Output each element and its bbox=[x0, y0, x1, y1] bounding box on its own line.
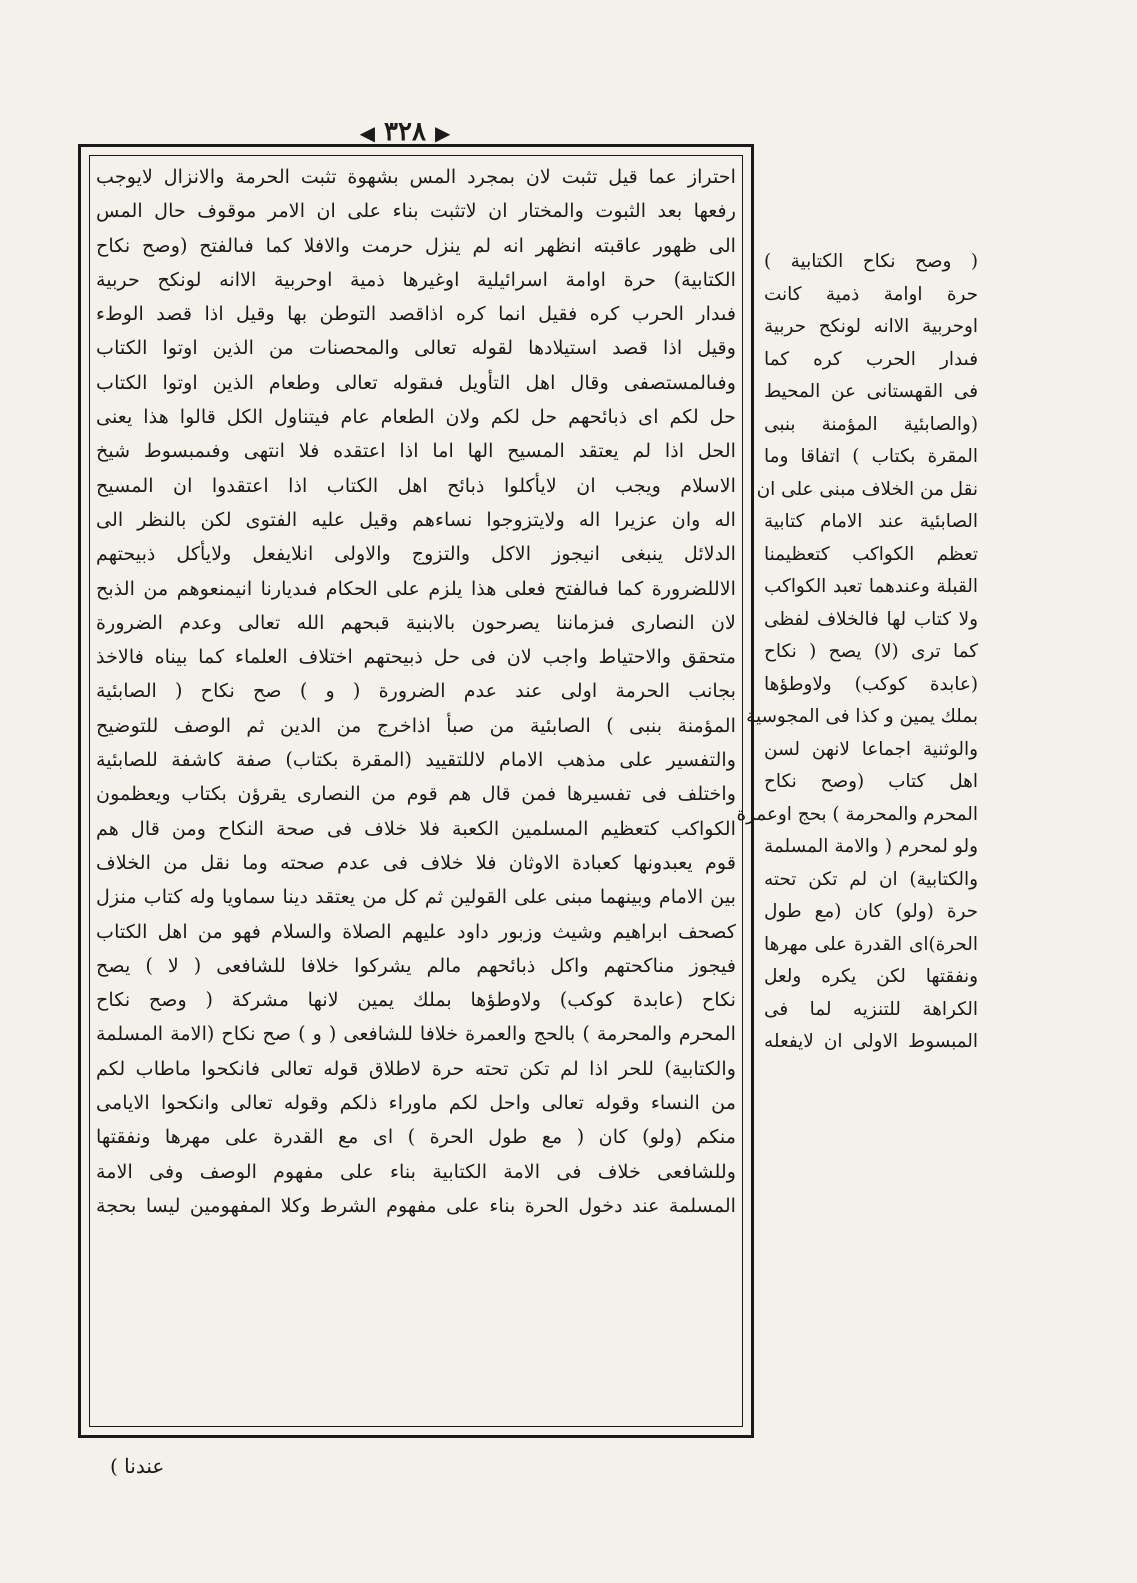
main-line: الاسلام ويجب ان لايأكلوا ذبائح اهل الكتاب اذا اعتقدوا ان المسيح bbox=[96, 473, 736, 497]
ornament-right: ▶ bbox=[435, 121, 451, 145]
main-line: الى ظهور عاقبته انظهر انه لم ينزل حرمت والافلا كما فىالفتح (وصح نكاح bbox=[96, 233, 736, 257]
main-line: احتراز عما قيل تثبت لان بمجرد المس بشهوة تثبت الحرمة والانزال لايوجب bbox=[96, 165, 736, 188]
main-line: كصحف ابراهيم وشيث وزبور داود عليهم الصلاة والسلام فهو من اهل الكتاب bbox=[96, 919, 737, 943]
margin-line: تعظم الكواكب كتعظيمنا bbox=[764, 543, 978, 565]
main-line: فىدار الحرب كره فقيل انما كره اذاقصد التوطن بها وقيل اذا قصد الوطء bbox=[96, 302, 736, 326]
margin-line: فىدار الحرب كره كما bbox=[764, 348, 978, 370]
main-text-column bbox=[96, 160, 736, 1422]
margin-line: ( وصح نكاح الكتابية ) bbox=[764, 251, 978, 272]
main-line: المسلمة عند دخول الحرة بناء على مفهوم الشرط وكلا المفهومين ليسا بحجة bbox=[96, 1193, 736, 1217]
margin-commentary bbox=[736, 246, 978, 1256]
main-line: فيجوز مناكحتهم واكل ذبائحهم مالم يشركوا خلافا للشافعى ( لا ) يصح bbox=[96, 953, 736, 977]
margin-line: الحرة)اى القدرة على مهرها bbox=[764, 933, 978, 955]
main-line: نكاح (عابدة كوكب) ولاوطؤها بملك يمين لانها مشركة ( وصح نكاح bbox=[96, 988, 736, 1012]
margin-line: كما ترى (لا) يصح ( نكاح bbox=[764, 641, 978, 662]
main-line: الكتابية) حرة اوامة اسرائيلية اوغيرها ذمية اوحربية الاانه لونكح حربية bbox=[96, 267, 736, 291]
main-line: لان النصارى فىزماننا يصرحون بالابنية قبحهم الله تعالى وعدم الضرورة bbox=[96, 610, 736, 634]
margin-line: المبسوط الاولى ان لايفعله bbox=[764, 1031, 978, 1052]
main-line: وفىالمستصفى وقال اهل التأويل فىقوله تعالى وطعام الذين اوتوا الكتاب bbox=[96, 370, 736, 394]
main-line: والتفسير على مذهب الامام لاللتقييد (المقرة بكتاب) صفة كاشفة للصابئية bbox=[96, 748, 736, 772]
margin-line: فى القهستانى عن المحيط bbox=[764, 381, 978, 402]
main-line: حل لكم اى ذبائحهم حل لكم ولان الطعام عام فيتناول الكل قالوا هذا يعنى bbox=[96, 405, 736, 429]
main-line: بين الامام وبينهما مبنى على القولين ثم كل من يعتقد دينا سماويا وله كتاب منزل bbox=[96, 885, 736, 909]
margin-line: المحرم والمحرمة ) بحج اوعمرة bbox=[736, 803, 978, 825]
margin-line: المقرة بكتاب ) اتفاقا وما bbox=[764, 446, 978, 467]
margin-line: حرة اوامة ذمية كانت bbox=[764, 283, 978, 305]
margin-line: ولا كتاب لها فالخلاف لفظى bbox=[764, 608, 978, 630]
catchword: عندنا ) bbox=[110, 1454, 165, 1478]
margin-line: ونفقتها لكن يكره ولعل bbox=[764, 966, 978, 987]
main-line: واختلف فى تفسيرها فمن قال هم قوم من النصارى يقرؤن بكتاب ويعظمون bbox=[96, 782, 736, 806]
margin-line: القبلة وعندهما تعبد الكواكب bbox=[764, 576, 978, 597]
main-line: رفعها بعد الثبوت والمختار ان لاتثبت بناء على ان الامر موقوف حال المس bbox=[96, 199, 736, 223]
main-line: المؤمنة بنبى ) الصابئية من صبأ اذاخرج من الدين ثم الوصف للتوضيح bbox=[96, 713, 736, 737]
margin-line: نقل من الخلاف مبنى على ان bbox=[756, 478, 978, 500]
main-line: وللشافعى خلاف فى الامة الكتابية بناء على مفهوم الوصف وفى الامة bbox=[96, 1159, 736, 1183]
margin-line: والوثنية اجماعا لانهن لسن bbox=[764, 738, 978, 760]
margin-line: ولو لمحرم ( والامة المسلمة bbox=[764, 836, 978, 857]
margin-line: والكتابية) ان لم تكن تحته bbox=[764, 868, 978, 890]
main-line: الدلائل ينبغى انيجوز الاكل والتزوج والاولى انلايفعل ولايأكل ذبيحتهم bbox=[96, 542, 736, 566]
main-line: متحقق والاحتياط واجب لان فى حل ذبيحتهم اختلاف العلماء كما بيناه فالاخذ bbox=[96, 645, 736, 669]
main-line: اله وان عزيرا اله ولايتزوجوا نساءهم وقيل عليه الفتوى لكن بالنظر الى bbox=[96, 507, 736, 531]
margin-line: الصابئية عند الامام كتابية bbox=[764, 511, 978, 532]
main-line: منكم (ولو) كان ( مع طول الحرة ) اى مع القدرة على مهرها ونفقتها bbox=[96, 1125, 736, 1149]
main-line: وقيل اذا قصد استيلادها لقوله تعالى والمحصنات من الذين اوتوا الكتاب bbox=[96, 336, 736, 360]
main-line: بجانب الحرمة اولى عند عدم الضرورة ( و ) صح نكاح ( الصابئية bbox=[96, 679, 736, 703]
margin-line: (عابدة كوكب) ولاوطؤها bbox=[764, 673, 978, 695]
margin-line: اهل كتاب (وصح نكاح bbox=[764, 771, 978, 792]
main-line: المحرم والمحرمة ) بالحج والعمرة خلافا للشافعى ( و ) صح نكاح (الامة المسلمة bbox=[96, 1022, 736, 1046]
margin-line: (والصابئية المؤمنة بنبى bbox=[764, 413, 978, 435]
main-line: الكواكب كتعظيم المسلمين الكعبة فلا خلاف فى صحة النكاح ومن قال هم bbox=[96, 816, 736, 840]
ornament-left: ◀ bbox=[359, 121, 375, 145]
main-line: الحل اذا لم يعتقد المسيح الها اما اذا اعتقده فلا انتهى وفىمبسوط شيخ bbox=[96, 439, 736, 463]
margin-line: اوحربية الاانه لونكح حربية bbox=[764, 316, 978, 337]
page-number: ٣٢٨ bbox=[384, 117, 426, 147]
margin-line: الكراهة للتنزيه لما فى bbox=[764, 998, 978, 1020]
main-line: والكتابية) للحر اذا لم تكن تحته حرة لاطلاق قوله تعالى فانكحوا ماطاب لكم bbox=[96, 1056, 736, 1080]
main-line: قوم يعبدونها كعبادة الاوثان فلا خلاف فى عدم صحته وما نقل من الخلاف bbox=[96, 850, 736, 874]
main-line: من النساء وقوله تعالى واحل لكم ماوراء ذلكم وقوله تعالى وانكحوا الايامى bbox=[96, 1091, 736, 1115]
margin-line: حرة (ولو) كان (مع طول bbox=[764, 901, 978, 922]
margin-line: بملك يمين و كذا فى المجوسية bbox=[746, 706, 978, 727]
main-line: الاللضرورة كما فىالفتح فعلى هذا يلزم على الحكام فىديارنا انيمنعوهم من الذبح bbox=[96, 576, 736, 600]
